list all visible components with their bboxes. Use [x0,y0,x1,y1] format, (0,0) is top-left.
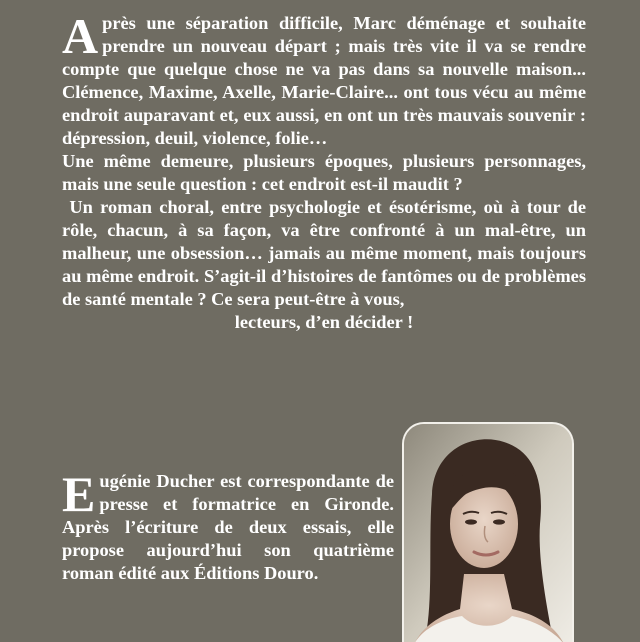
synopsis-paragraph-3-text: Un roman choral, entre psychologie et ésotérisme, où à tour de rôle, chacun, à sa façon, va être confronté à un mal-être, un malheur, une obsession… jamais au même moment, mais toujours au même endroit. S’agit-il d’histoires de fantômes ou de problèmes de santé mentale ? Ce sera peut-être à vous, [62,197,586,309]
bio-dropcap: E [62,466,96,523]
synopsis-dropcap: A [62,8,99,64]
author-portrait-image [404,424,572,642]
author-photo [402,422,574,642]
synopsis-paragraph-3 [62,196,586,311]
synopsis-paragraph-1 [62,8,586,150]
author-bio-paragraph [62,466,394,585]
synopsis-closing-line: lecteurs, d’en décider ! [234,312,414,332]
synopsis-paragraph-1-text: près une séparation difficile, Marc déménage et souhaite prendre un nouveau départ ; mais très vite il va se rendre compte que quelque chose ne va pas dans sa nouvelle maison... Clémence, Maxime, Axelle, Marie-Claire... ont tous vécu au même endroit auparavant et, eux aussi, en ont un très mauvais souvenir : dépression, deuil, violence, folie… [62,13,586,148]
synopsis-paragraph-2: Une même demeure, plusieurs époques, plusieurs personnages, mais une seule question : cet endroit est-il maudit ? [62,151,586,194]
synopsis-text [62,8,586,334]
author-bio-text: ugénie Ducher est correspondante de presse et formatrice en Gironde. Après l’écriture de deux essais, elle propose aujourd’hui son quatrième roman édité aux Éditions Douro. [62,471,394,584]
author-bio [62,452,394,604]
